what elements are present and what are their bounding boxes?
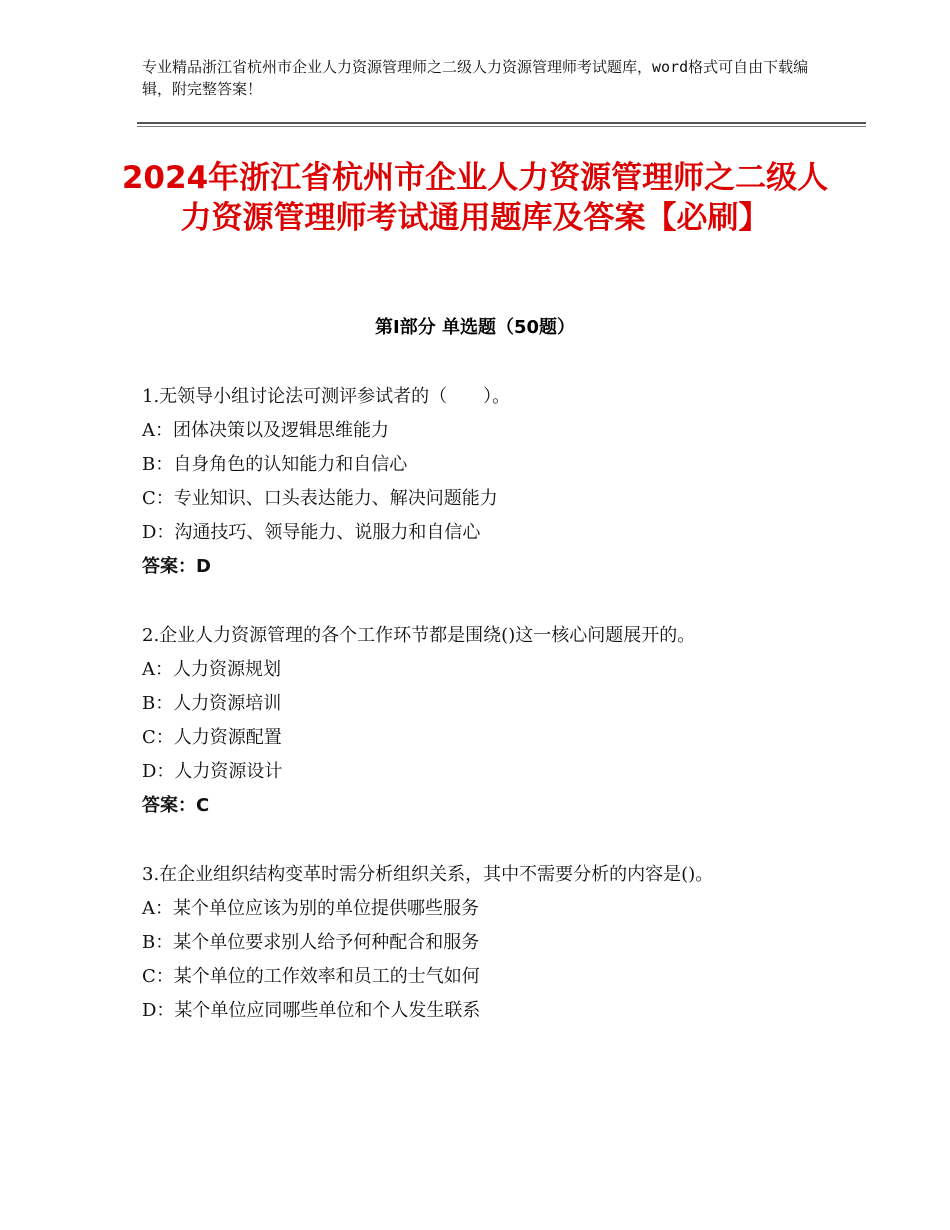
option-d: D：人力资源设计: [142, 761, 283, 782]
option-a: A：人力资源规划: [142, 659, 281, 680]
header-divider: [137, 122, 866, 124]
section-title: 第Ⅰ部分 单选题（50题）: [374, 317, 575, 338]
answer: 答案：C: [142, 795, 210, 816]
option-c: C：人力资源配置: [142, 727, 282, 748]
question-1: [142, 380, 802, 584]
question-3: [142, 858, 802, 1028]
option-b: B：自身角色的认知能力和自信心: [142, 454, 408, 475]
option-b: B：人力资源培训: [142, 693, 282, 714]
option-d: D：某个单位应同哪些单位和个人发生联系: [142, 1000, 481, 1021]
option-a: A：团体决策以及逻辑思维能力: [142, 420, 389, 441]
answer: 答案：D: [142, 556, 211, 577]
option-a: A：某个单位应该为别的单位提供哪些服务: [142, 898, 479, 919]
question-list: [142, 380, 802, 1063]
question-2: [142, 619, 802, 823]
option-c: C：专业知识、口头表达能力、解决问题能力: [142, 488, 498, 509]
option-b: B：某个单位要求别人给予何种配合和服务: [142, 932, 480, 953]
document-title: 2024年浙江省杭州市企业人力资源管理师之二级人力资源管理师考试通用题库及答案【必刷】: [121, 160, 829, 236]
header-divider-thin: [137, 126, 866, 127]
option-c: C：某个单位的工作效率和员工的士气如何: [142, 966, 480, 987]
question-stem: 2.企业人力资源管理的各个工作环节都是围绕()这一核心问题展开的。: [142, 625, 696, 646]
option-d: D：沟通技巧、领导能力、说服力和自信心: [142, 522, 481, 543]
question-stem: 1.无领导小组讨论法可测评参试者的（ ）。: [142, 386, 511, 407]
header-note: 专业精品浙江省杭州市企业人力资源管理师之二级人力资源管理师考试题库，word格式可自由下载编辑，附完整答案！: [142, 58, 809, 98]
question-stem: 3.在企业组织结构变革时需分析组织关系，其中不需要分析的内容是()。: [142, 864, 714, 885]
